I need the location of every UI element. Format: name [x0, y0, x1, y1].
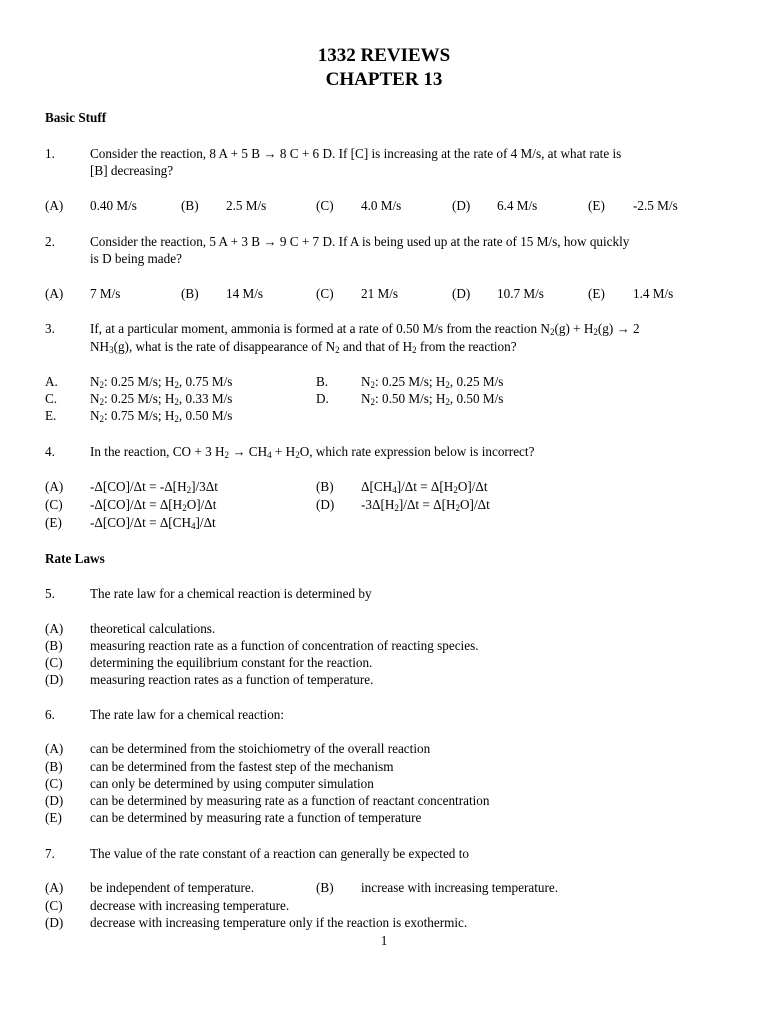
option-label: (E): [45, 810, 62, 825]
question-text: The rate law for a chemical reaction is determined by: [90, 586, 372, 601]
text-run: ]/Δt = Δ[H: [398, 497, 456, 512]
question-number: 3.: [45, 321, 55, 336]
option-text: decrease with increasing temperature.: [90, 898, 290, 913]
text-run: N: [361, 391, 371, 406]
option-label: A.: [45, 374, 58, 389]
question-number: 7.: [45, 846, 55, 861]
text-run: N: [90, 408, 100, 423]
text-run: : 0.25 M/s; H: [375, 374, 446, 389]
option-text: can be determined by measuring rate as a function of reactant concentration: [90, 793, 490, 808]
option-label: (C): [45, 776, 63, 791]
text-run: (g), what is the rate of disappearance of N: [113, 339, 336, 354]
option-label: B.: [316, 374, 329, 389]
section-heading-basic: Basic Stuff: [45, 110, 107, 125]
text-run: NH: [90, 339, 110, 354]
option-text: [90, 514, 216, 531]
text-run: (g) → 2: [597, 321, 640, 336]
question-text: [90, 320, 640, 337]
question-text: [90, 443, 534, 460]
option-label: D.: [316, 391, 329, 406]
subscript: 2: [182, 503, 187, 513]
subscript: 2: [455, 503, 461, 513]
text-run: from the reaction?: [416, 339, 517, 354]
option-label: (A): [45, 286, 64, 301]
option-text: increase with increasing temperature.: [361, 880, 558, 895]
option-text: decrease with increasing temperature only if the reaction is exothermic.: [90, 915, 468, 930]
option-text: measuring reaction rates as a function of temperature.: [90, 672, 374, 687]
question-text: Consider the reaction, 5 A + 3 B → 9 C + 7 D. If A is being used up at the rate of 15 M/s, how quickly: [90, 234, 630, 249]
option-text: theoretical calculations.: [90, 621, 216, 636]
option-text: 1.4 M/s: [633, 286, 674, 301]
option-text: 2.5 M/s: [226, 198, 267, 213]
option-text: 6.4 M/s: [497, 198, 538, 213]
subscript: 2: [453, 485, 458, 495]
subscript: 4: [392, 485, 397, 495]
option-text: 10.7 M/s: [497, 286, 544, 301]
subscript: 2: [445, 397, 450, 407]
option-text: 4.0 M/s: [361, 198, 402, 213]
option-label: (A): [45, 741, 64, 756]
option-label: (D): [45, 793, 64, 808]
option-text: [361, 478, 488, 495]
option-text: 7 M/s: [90, 286, 121, 301]
text-run: ]/Δt = Δ[H: [396, 479, 454, 494]
subscript: 2: [593, 327, 598, 337]
option-label: (A): [45, 880, 64, 895]
option-label: (C): [45, 497, 63, 512]
page-title: 1332 REVIEWS: [317, 45, 451, 66]
option-label: (E): [588, 198, 605, 213]
text-run: : 0.50 M/s; H: [375, 391, 446, 406]
subscript: 3: [109, 345, 114, 355]
option-label: (D): [452, 198, 471, 213]
subscript: 2: [370, 397, 376, 407]
text-run: N: [361, 374, 371, 389]
text-run: N: [90, 391, 100, 406]
subscript: 2: [445, 380, 450, 390]
option-label: (D): [316, 497, 335, 512]
question-text: Consider the reaction, 8 A + 5 B → 8 C + 6 D. If [C] is increasing at the rate of 4 M/s, at what rate is: [90, 146, 622, 161]
option-label: (B): [181, 286, 199, 301]
option-label: (C): [316, 198, 334, 213]
text-run: , 0.75 M/s: [178, 374, 233, 389]
option-label: (C): [45, 898, 63, 913]
option-text: measuring reaction rate as a function of concentration of reacting species.: [90, 638, 479, 653]
text-run: (g) + H: [554, 321, 594, 336]
option-text: can be determined from the fastest step of the mechanism: [90, 759, 394, 774]
option-text: 14 M/s: [226, 286, 264, 301]
option-label: (A): [45, 621, 64, 636]
option-label: (D): [452, 286, 471, 301]
option-label: (C): [316, 286, 334, 301]
text-run: → CH: [229, 444, 268, 459]
option-label: (B): [181, 198, 199, 213]
question-number: 2.: [45, 234, 55, 249]
text-run: N: [90, 374, 100, 389]
text-run: : 0.75 M/s; H: [104, 408, 175, 423]
question-number: 4.: [45, 444, 55, 459]
option-text: can be determined by measuring rate a function of temperature: [90, 810, 422, 825]
question-text: [90, 338, 517, 355]
text-run: + H: [271, 444, 296, 459]
option-text: -2.5 M/s: [633, 198, 678, 213]
option-text: [90, 478, 218, 495]
option-text: [90, 407, 232, 424]
text-run: O]/Δt: [460, 497, 490, 512]
question-text: The value of the rate constant of a reaction can generally be expected to: [90, 846, 469, 861]
option-label: (B): [45, 759, 63, 774]
option-label: C.: [45, 391, 58, 406]
text-run: -Δ[CO]/Δt = Δ[CH: [90, 515, 192, 530]
subscript: 2: [186, 485, 192, 495]
option-label: E.: [45, 408, 57, 423]
text-run: -3Δ[H: [361, 497, 395, 512]
question-number: 5.: [45, 586, 55, 601]
option-label: (E): [45, 515, 62, 530]
option-label: (C): [45, 655, 63, 670]
text-run: , 0.50 M/s: [178, 408, 233, 423]
option-text: 0.40 M/s: [90, 198, 137, 213]
subscript: 2: [412, 345, 417, 355]
subscript: 2: [370, 380, 376, 390]
text-run: Δ[CH: [361, 479, 393, 494]
option-label: (D): [45, 672, 64, 687]
subscript: 2: [295, 450, 300, 460]
text-run: , 0.25 M/s: [449, 374, 504, 389]
option-text: [361, 496, 490, 513]
text-run: O]/Δt: [457, 479, 488, 494]
text-run: , 0.50 M/s: [449, 391, 504, 406]
text-run: : 0.25 M/s; H: [104, 374, 175, 389]
question-text: is D being made?: [90, 251, 182, 266]
option-text: [90, 390, 232, 407]
subscript: 2: [335, 345, 340, 355]
text-run: O, which rate expression below is incorrect?: [299, 444, 535, 459]
text-run: ]/Δt: [195, 515, 216, 530]
text-run: -Δ[CO]/Δt = Δ[H: [90, 497, 183, 512]
subscript: 2: [174, 380, 179, 390]
text-run: If, at a particular moment, ammonia is formed at a rate of 0.50 M/s from the reaction N: [90, 321, 550, 336]
option-text: [361, 390, 503, 407]
page-subtitle: CHAPTER 13: [325, 69, 443, 90]
option-label: (A): [45, 198, 64, 213]
page-number: 1: [380, 933, 388, 948]
option-label: (B): [45, 638, 63, 653]
subscript: 2: [174, 414, 179, 424]
option-label: (B): [316, 880, 334, 895]
subscript: 2: [224, 450, 230, 460]
subscript: 2: [99, 397, 105, 407]
question-text: [B] decreasing?: [90, 163, 174, 178]
text-run: In the reaction, CO + 3 H: [90, 444, 225, 459]
section-heading-rate-laws: Rate Laws: [45, 551, 105, 566]
text-run: O]/Δt: [186, 497, 217, 512]
option-label: (B): [316, 479, 334, 494]
question-text: The rate law for a chemical reaction:: [90, 707, 285, 722]
option-text: can only be determined by using computer simulation: [90, 776, 374, 791]
subscript: 4: [267, 450, 272, 460]
subscript: 2: [174, 397, 179, 407]
option-label: (A): [45, 479, 64, 494]
option-text: [90, 373, 232, 390]
option-text: be independent of temperature.: [90, 880, 255, 895]
option-text: can be determined from the stoichiometry of the overall reaction: [90, 741, 431, 756]
text-run: , 0.33 M/s: [178, 391, 233, 406]
text-run: ]/3Δt: [191, 479, 218, 494]
option-text: [90, 496, 216, 513]
option-label: (D): [45, 915, 64, 930]
subscript: 2: [394, 503, 399, 513]
option-label: (E): [588, 286, 605, 301]
text-run: -Δ[CO]/Δt = -Δ[H: [90, 479, 187, 494]
subscript: 4: [191, 521, 196, 531]
option-text: determining the equilibrium constant for the reaction.: [90, 655, 373, 670]
option-text: 21 M/s: [361, 286, 399, 301]
subscript: 2: [549, 327, 555, 337]
question-number: 1.: [45, 146, 55, 161]
subscript: 2: [99, 414, 105, 424]
text-run: : 0.25 M/s; H: [104, 391, 175, 406]
text-run: and that of H: [339, 339, 413, 354]
subscript: 2: [99, 380, 105, 390]
option-text: [361, 373, 503, 390]
question-number: 6.: [45, 707, 55, 722]
